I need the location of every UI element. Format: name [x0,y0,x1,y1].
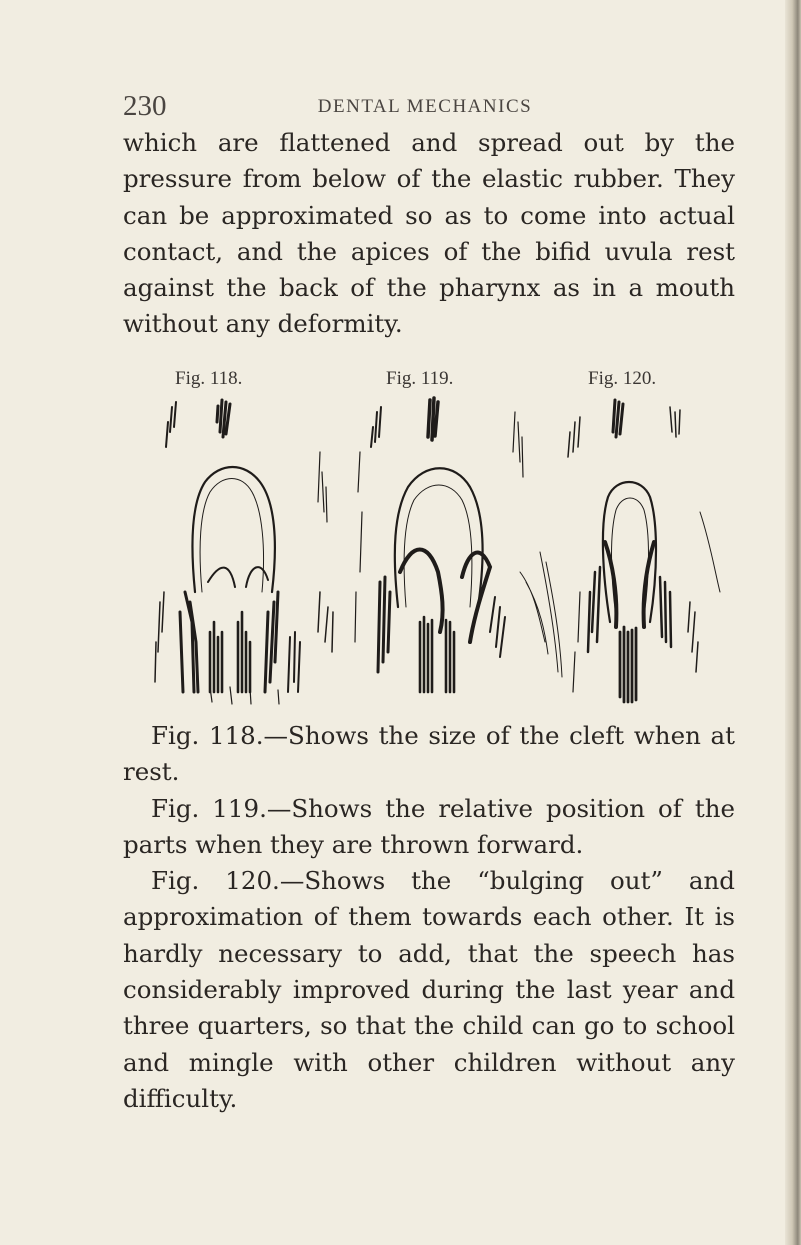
fig-120-label: Fig. 120. [588,368,657,389]
paragraph-text: which are flattened and spread out by the pressure from below of the elastic rubber. They can be approximated so as to come into actual contact, and the apices of the bifid uvula rest against the back of the pharynx as in a mouth without any deformity. [123,128,735,339]
caption-fig-120: Fig. 120.—Shows the “bulging out” and approximation of them towards each other. It is hardly necessary to add, that the speech has considerably improved during the last year and three quarters, so that the child can go to school and mingle with other children without any difficulty. [123,866,735,1113]
figure-labels [160,368,720,392]
caption-fig-118: Fig. 118.—Shows the size of the cleft when at rest. [123,721,735,787]
fig-120-drawing [540,400,720,702]
caption-fig-119: Fig. 119.—Shows the relative position of the parts when they are thrown forward. [123,793,735,859]
fig-118-drawing [155,400,333,704]
page-edge [785,0,801,1245]
body-paragraph-top [123,125,735,343]
fig-119-label: Fig. 119. [386,368,454,389]
fig-118-label: Fig. 118. [175,368,243,389]
captions-block [123,718,735,1117]
page-number: 230 [123,90,167,122]
page-header [123,90,727,122]
running-title: DENTAL MECHANICS [317,96,533,117]
figures-illustration [150,392,730,710]
fig-119-drawing [355,398,548,692]
